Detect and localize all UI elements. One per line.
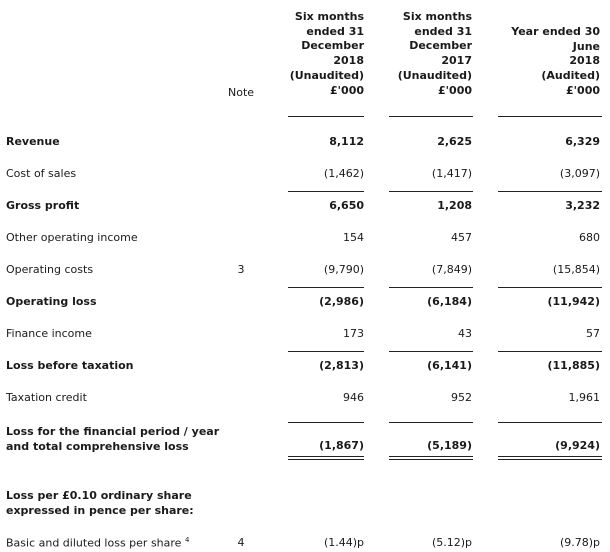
column-header-year-2018 <box>480 25 600 99</box>
loss-rule-double-col1 <box>288 459 364 460</box>
row-value-v3: (11,885) <box>547 359 600 372</box>
note-column-header: Note <box>228 86 255 99</box>
col1-line: Six months <box>294 10 364 23</box>
col1-line: £'000 <box>330 83 364 97</box>
row-label: Loss before taxation <box>6 359 134 372</box>
subtotal-rule <box>389 351 473 352</box>
eps-heading-line2: expressed in pence per share: <box>6 504 194 517</box>
col3-line: 2018 <box>569 54 600 68</box>
loss-label-line1: Loss for the financial period / year <box>6 425 220 438</box>
row-label: Cost of sales <box>6 167 77 180</box>
eps-label-text: Basic and diluted loss per share <box>6 536 182 550</box>
row-label: Gross profit <box>6 199 80 212</box>
col2-line: Six months <box>402 10 472 23</box>
loss-value-col1: (1,867) <box>319 439 364 452</box>
subtotal-rule <box>498 287 602 288</box>
col2-line: £'000 <box>438 83 472 97</box>
row-value-v1: (1,462) <box>323 167 364 180</box>
col2-line: (Unaudited) <box>397 68 472 82</box>
row-value-v1: (2,986) <box>319 295 364 308</box>
row-label: Finance income <box>6 327 92 340</box>
loss-rule-bottom-col3 <box>498 456 602 457</box>
column-header-six-months-2018 <box>254 10 364 98</box>
row-value-v1: 173 <box>343 327 364 340</box>
loss-value-col3: (9,924) <box>555 439 600 452</box>
loss-rule-top-col1 <box>288 422 364 423</box>
row-value-v3: 1,961 <box>568 391 600 404</box>
row-label: Operating loss <box>6 295 97 308</box>
loss-rule-bottom-col2 <box>389 456 473 457</box>
row-value-v3: 3,232 <box>565 199 600 212</box>
eps-heading-line1: Loss per £0.10 ordinary share <box>6 489 192 502</box>
col1-line: December <box>301 39 364 53</box>
loss-label-line2: and total comprehensive loss <box>6 440 189 453</box>
col3-line: £'000 <box>566 83 600 97</box>
row-value-v3: (3,097) <box>559 167 600 180</box>
col2-line: December <box>409 39 472 53</box>
subtotal-rule <box>288 191 364 192</box>
col1-line: ended 31 <box>306 24 364 38</box>
row-value-v2: (6,141) <box>427 359 472 372</box>
eps-value-col1: (1.44)p <box>323 536 364 549</box>
col3-line: June <box>572 39 600 53</box>
loss-rule-double-col3 <box>498 459 602 460</box>
row-label: Other operating income <box>6 231 138 244</box>
eps-value-col2: (5.12)p <box>431 536 472 549</box>
eps-heading <box>6 488 194 518</box>
row-value-v2: (1,417) <box>431 167 472 180</box>
loss-rule-top-col2 <box>389 422 473 423</box>
loss-for-period-label <box>6 424 219 454</box>
row-label: Revenue <box>6 135 60 148</box>
column-header-six-months-2017 <box>362 10 472 98</box>
row-value-v2: 43 <box>458 327 472 340</box>
subtotal-rule <box>288 287 364 288</box>
row-value-v3: (15,854) <box>552 263 600 276</box>
row-value-v1: 8,112 <box>329 135 364 148</box>
col2-line: ended 31 <box>414 24 472 38</box>
col1-line: (Unaudited) <box>289 68 364 82</box>
row-label: Operating costs <box>6 263 94 276</box>
eps-footnote-marker: 4 <box>184 536 190 544</box>
header-rule-col3 <box>498 116 602 117</box>
row-value-v2: 952 <box>451 391 472 404</box>
row-value-v3: 680 <box>579 231 600 244</box>
row-value-v2: 2,625 <box>437 135 472 148</box>
row-value-v3: (11,942) <box>547 295 600 308</box>
loss-rule-bottom-col1 <box>288 456 364 457</box>
loss-value-col2: (5,189) <box>427 439 472 452</box>
row-value-v2: 457 <box>451 231 472 244</box>
row-value-v2: 1,208 <box>437 199 472 212</box>
subtotal-rule <box>389 287 473 288</box>
col2-line: 2017 <box>441 54 472 68</box>
loss-rule-top-col3 <box>498 422 602 423</box>
eps-value-col3: (9.78)p <box>559 536 600 549</box>
header-rule-col1 <box>288 116 364 117</box>
subtotal-rule <box>288 351 364 352</box>
subtotal-rule <box>389 191 473 192</box>
row-value-v1: (9,790) <box>323 263 364 276</box>
eps-note: 4 <box>237 536 245 549</box>
row-value-v2: (6,184) <box>427 295 472 308</box>
col3-line: (Audited) <box>541 69 600 83</box>
row-value-v1: 946 <box>343 391 364 404</box>
subtotal-rule <box>498 191 602 192</box>
row-value-v1: 6,650 <box>329 199 364 212</box>
row-value-v3: 57 <box>586 327 600 340</box>
eps-row-label <box>6 536 189 550</box>
row-value-v1: 154 <box>343 231 364 244</box>
col1-line: 2018 <box>333 54 364 68</box>
header-rule-col2 <box>389 116 473 117</box>
row-value-v2: (7,849) <box>431 263 472 276</box>
row-note: 3 <box>237 263 245 276</box>
col3-line: Year ended 30 <box>511 25 600 38</box>
row-label: Taxation credit <box>6 391 87 404</box>
row-value-v3: 6,329 <box>565 135 600 148</box>
subtotal-rule <box>498 351 602 352</box>
loss-rule-double-col2 <box>389 459 473 460</box>
row-value-v1: (2,813) <box>319 359 364 372</box>
